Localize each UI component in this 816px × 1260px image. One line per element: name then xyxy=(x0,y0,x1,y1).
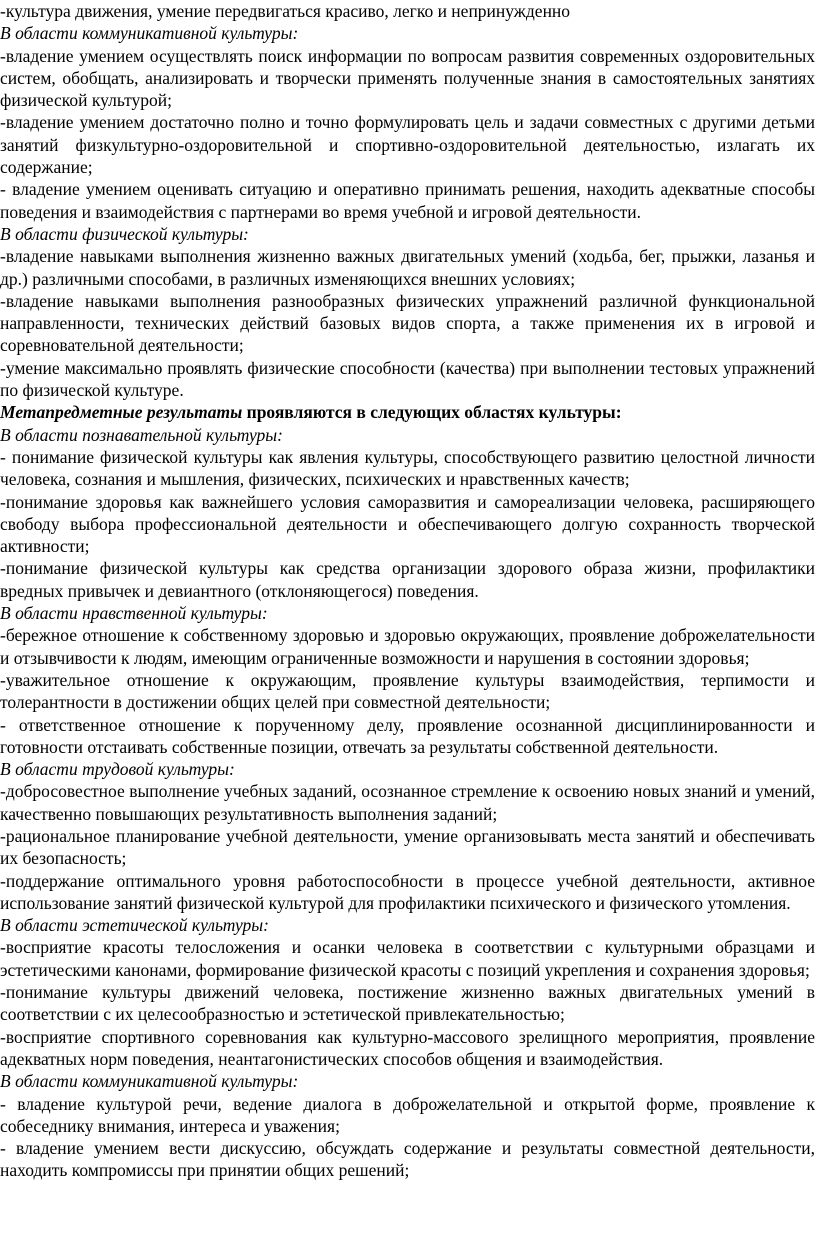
paragraph: -владение умением достаточно полно и точно формулировать цель и задачи совместных с другими детьми занятий физкультурно-оздоровительной и спортивно-оздоровительной деятельностью, излагать их содержание; xyxy=(0,112,815,178)
intro-line: -культура движения, умение передвигаться красиво, легко и непринужденно xyxy=(0,1,571,21)
paragraph: - владение умением вести дискуссию, обсуждать содержание и результаты совместной деятельности, находить компромиссы при принятии общих решений; xyxy=(0,1138,815,1181)
paragraph: - владение культурой речи, ведение диалога в доброжелательной и открытой форме, проявление к собеседнику внимания, интереса и уважения; xyxy=(0,1093,815,1136)
metasubject-heading-rest: проявляются в следующих областях культуры: xyxy=(242,402,622,423)
section-heading-cognitive: В области познавательной культуры: xyxy=(0,424,283,445)
paragraph: - понимание физической культуры как явления культуры, способствующего развитию целостной личности человека, сознания и мышления, физических, психических и нравственных качеств; xyxy=(0,446,815,490)
section-heading-physical: В области физической культуры: xyxy=(0,223,249,244)
paragraph: -рациональное планирование учебной деятельности, умение организовывать места занятий и обеспечивать их безопасность; xyxy=(0,825,815,869)
paragraph: - владение умением оценивать ситуацию и оперативно принимать решения, находить адекватные способы поведения и взаимодействия с партнерами во время учебной и игровой деятельности. xyxy=(0,179,815,222)
paragraph: -понимание физической культуры как средства организации здорового образа жизни, профилактики вредных привычек и девиантного (отклоняющегося) поведения. xyxy=(0,558,815,601)
metasubject-heading-italic: Метапредметные результаты xyxy=(0,402,243,423)
paragraph: -понимание здоровья как важнейшего условия саморазвития и самореализации человека, расширяющего свободу выбора профессиональной деятельности и обеспечивающего долгую сохранность творческой активности; xyxy=(0,491,815,557)
paragraph: -бережное отношение к собственному здоровью и здоровью окружающих, проявление доброжелательности и отзывчивости к людям, имеющим ограниченные возможности и нарушения в состоянии здоровья; xyxy=(0,625,815,668)
paragraph: -понимание культуры движений человека, постижение жизненно важных двигательных умений в соответствии с их целесообразностью и эстетической привлекательностью; xyxy=(0,982,815,1025)
paragraph: -владение навыками выполнения жизненно важных двигательных умений (ходьба, бег, прыжки, лазанья и др.) различными способами, в различных изменяющихся внешних условиях; xyxy=(0,246,815,289)
paragraph: -восприятие спортивного соревнования как культурно-массового зрелищного мероприятия, проявление адекватных норм поведения, неантагонистических способов общения и взаимодействия. xyxy=(0,1026,815,1069)
section-heading-communicative: В области коммуникативной культуры: xyxy=(0,23,299,44)
paragraph: -поддержание оптимального уровня работоспособности в процессе учебной деятельности, активное использование занятий физической культурой для профилактики психического и физического утомления. xyxy=(0,870,815,913)
paragraph: -восприятие красоты телосложения и осанки человека в соответствии с культурными образцами и эстетическими канонами, формирование физической красоты с позиций укрепления и сохранения здоровья; xyxy=(0,937,815,980)
paragraph: - ответственное отношение к порученному делу, проявление осознанной дисциплинированности и готовности отстаивать собственные позиции, отвечать за результаты собственной деятельности. xyxy=(0,714,815,757)
section-heading-communicative-2: В области коммуникативной культуры: xyxy=(0,1071,299,1092)
paragraph: -владение умением осуществлять поиск информации по вопросам развития современных оздоровительных систем, обобщать, анализировать и творчески применять полученные знания в самостоятельных занятиях физической культурой; xyxy=(0,45,815,111)
paragraph: -уважительное отношение к окружающим, проявление культуры взаимодействия, терпимости и толерантности в достижении общих целей при совместной деятельности; xyxy=(0,669,815,713)
section-heading-moral: В области нравственной культуры: xyxy=(0,603,268,624)
section-heading-aesthetic: В области эстетической культуры: xyxy=(0,915,269,936)
section-heading-labor: В области трудовой культуры: xyxy=(0,759,235,780)
paragraph: -владение навыками выполнения разнообразных физических упражнений различной функциональной направленности, технических действий базовых видов спорта, а также применения их в игровой и соревновательной деятельности; xyxy=(0,290,815,356)
paragraph: -умение максимально проявлять физические способности (качества) при выполнении тестовых упражнений по физической культуре. xyxy=(0,357,815,401)
metasubject-heading xyxy=(0,401,815,423)
paragraph: -добросовестное выполнение учебных заданий, осознанное стремление к освоению новых знаний и умений, качественно повышающих результативность выполнения заданий; xyxy=(0,781,815,824)
